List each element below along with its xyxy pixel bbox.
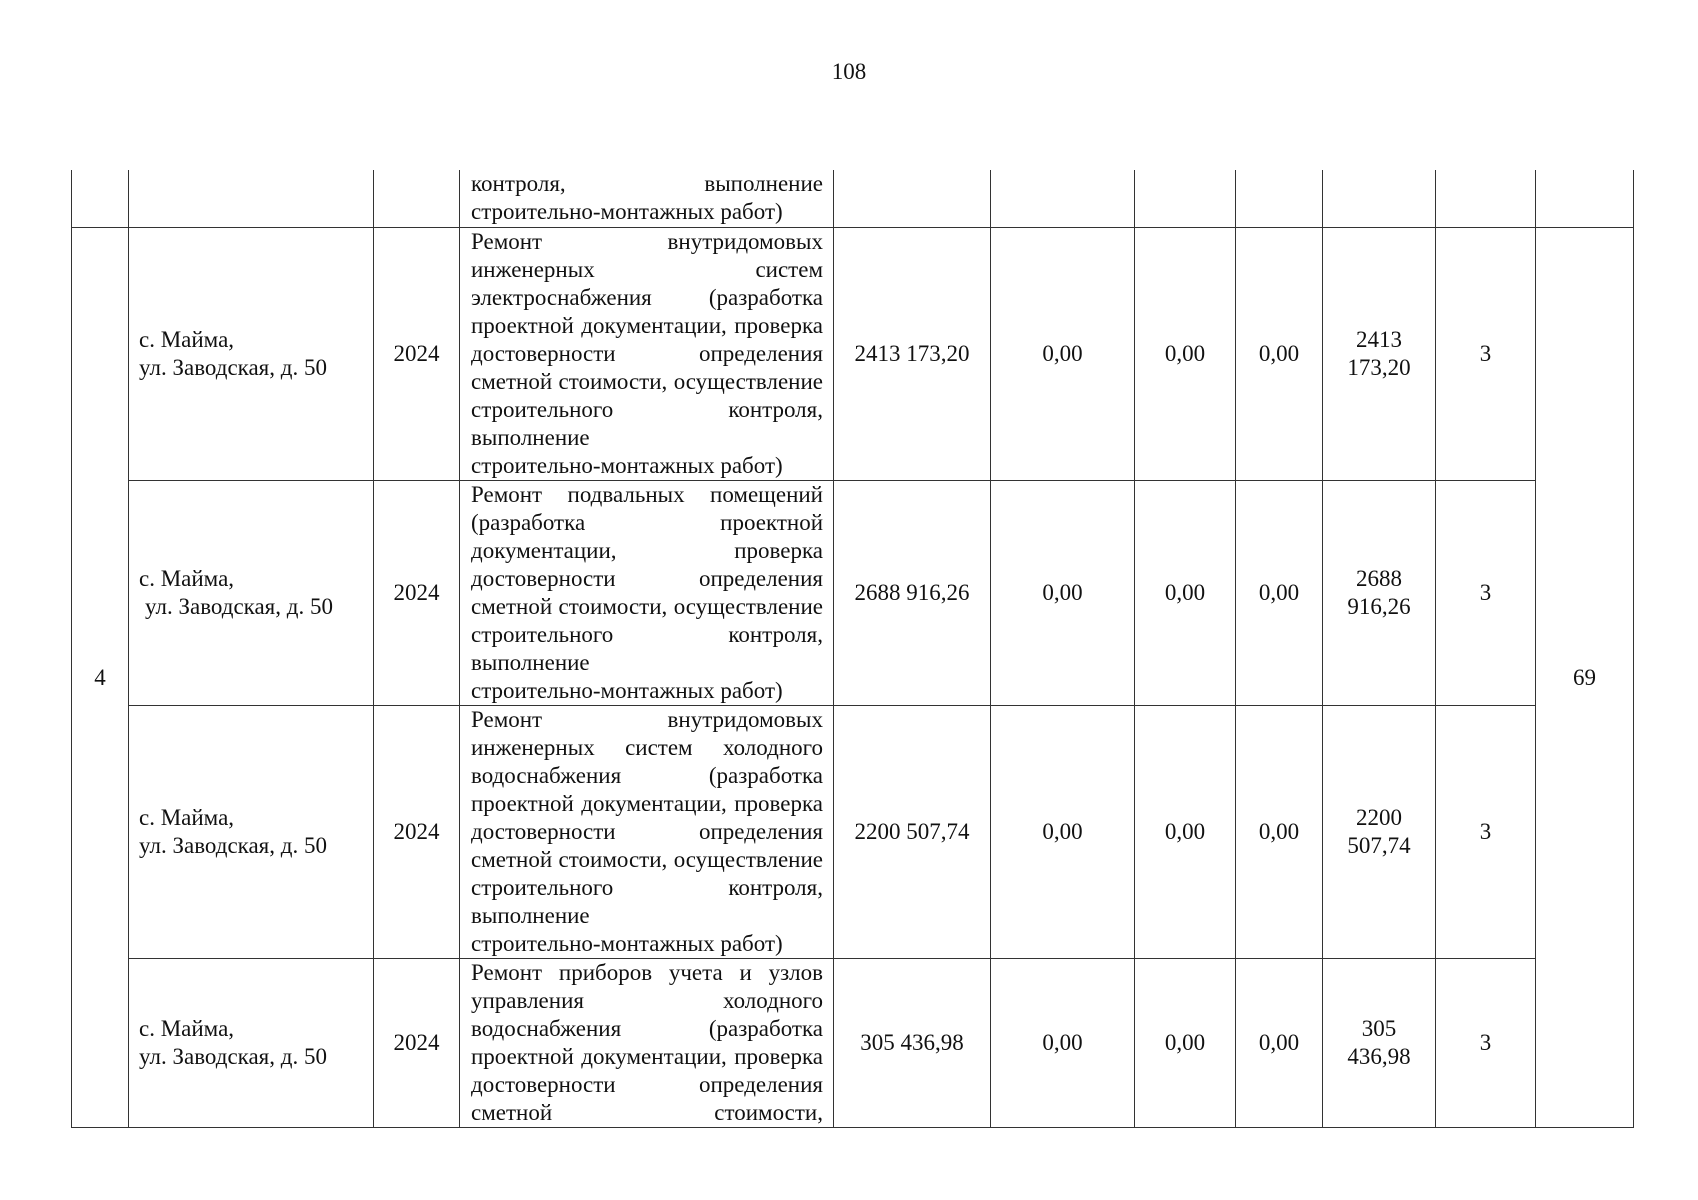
description-body: Ремонт подвальных помещений (разработка проектной документации, проверка достоверности определения сметной стоимости, осуществление строительного контроля, выполнение xyxy=(471,482,823,675)
split-cost-line: 2688 xyxy=(1356,566,1402,591)
address-line: с. Майма, xyxy=(139,566,235,591)
continuation-row xyxy=(72,170,1634,228)
value-cell: 0,00 xyxy=(1236,228,1323,481)
repair-table xyxy=(71,170,1634,1128)
cont-address-cell xyxy=(129,170,374,228)
split-cost-cell xyxy=(1323,228,1436,481)
split-cost-line: 436,98 xyxy=(1347,1044,1411,1069)
cont-number-cell xyxy=(72,170,129,228)
table-row xyxy=(72,228,1634,481)
address-cell xyxy=(129,706,374,959)
value-cell: 0,00 xyxy=(1135,228,1236,481)
year-cell: 2024 xyxy=(374,706,460,959)
address-line: ул. Заводская, д. 50 xyxy=(139,355,327,380)
address-line: с. Майма, xyxy=(139,805,235,830)
cost-cell: 2413 173,20 xyxy=(834,228,991,481)
description-cell xyxy=(460,481,834,706)
cont-v2-cell xyxy=(1135,170,1236,228)
cost-cell: 305 436,98 xyxy=(834,959,991,1128)
address-line: ул. Заводская, д. 50 xyxy=(139,833,327,858)
split-cost-line: 173,20 xyxy=(1347,355,1411,380)
code-cell: 3 xyxy=(1436,481,1536,706)
description-cell xyxy=(460,228,834,481)
description-cell xyxy=(460,959,834,1128)
split-cost-line: 305 xyxy=(1361,1016,1397,1041)
value-cell: 0,00 xyxy=(1135,959,1236,1128)
address-line: с. Майма, xyxy=(139,1016,235,1041)
repair-program-table xyxy=(71,170,1633,1128)
address-line: ул. Заводская, д. 50 xyxy=(145,594,333,619)
group-total-cell: 69 xyxy=(1536,228,1634,1128)
split-cost-line: 507,74 xyxy=(1347,833,1411,858)
value-cell: 0,00 xyxy=(1236,706,1323,959)
value-cell: 0,00 xyxy=(991,481,1135,706)
group-number-cell: 4 xyxy=(72,228,129,1128)
cost-cell: 2688 916,26 xyxy=(834,481,991,706)
cont-cost-cell xyxy=(834,170,991,228)
value-cell: 0,00 xyxy=(991,228,1135,481)
cont-v1-cell xyxy=(991,170,1135,228)
year-cell: 2024 xyxy=(374,481,460,706)
split-cost-cell xyxy=(1323,706,1436,959)
page-number: 108 xyxy=(831,59,867,84)
description-body: Ремонт приборов учета и узлов управления холодного водоснабжения (разработка проектной документации, проверка достоверности определения сметной стоимости, xyxy=(471,960,823,1125)
description-body: Ремонт внутридомовых инженерных систем холодного водоснабжения (разработка проектной документации, проверка достоверности определения сметной стоимости, осуществление строительного контроля, выполнение xyxy=(471,707,823,928)
cont-v3-cell xyxy=(1236,170,1323,228)
split-cost-cell xyxy=(1323,481,1436,706)
description-body: Ремонт внутридомовых инженерных систем электроснабжения (разработка проектной документации, проверка достоверности определения сметной стоимости, осуществление строительного контроля, выполнение xyxy=(471,229,823,450)
address-cell xyxy=(129,481,374,706)
table-row xyxy=(72,959,1634,1128)
cont-description-cell xyxy=(460,170,834,228)
address-cell xyxy=(129,959,374,1128)
split-cost-line: 916,26 xyxy=(1347,594,1411,619)
split-cost-line: 2413 xyxy=(1356,327,1402,352)
year-cell: 2024 xyxy=(374,959,460,1128)
code-cell: 3 xyxy=(1436,959,1536,1128)
value-cell: 0,00 xyxy=(1135,706,1236,959)
cost-cell: 2200 507,74 xyxy=(834,706,991,959)
address-line: с. Майма, xyxy=(139,327,235,352)
code-cell: 3 xyxy=(1436,228,1536,481)
cont-code-cell xyxy=(1436,170,1536,228)
value-cell: 0,00 xyxy=(1236,481,1323,706)
address-line: ул. Заводская, д. 50 xyxy=(139,1044,327,1069)
value-cell: 0,00 xyxy=(991,706,1135,959)
value-cell: 0,00 xyxy=(1135,481,1236,706)
description-last-line: строительно-монтажных работ) xyxy=(471,453,783,478)
cont-desc-line: строительно-монтажных работ) xyxy=(471,199,783,224)
table-row xyxy=(72,706,1634,959)
cont-split-cell xyxy=(1323,170,1436,228)
cont-year-cell xyxy=(374,170,460,228)
code-cell: 3 xyxy=(1436,706,1536,959)
value-cell: 0,00 xyxy=(1236,959,1323,1128)
description-cell xyxy=(460,706,834,959)
table-row xyxy=(72,481,1634,706)
split-cost-line: 2200 xyxy=(1356,805,1402,830)
cont-desc-line: контроля, выполнение xyxy=(471,171,823,196)
split-cost-cell xyxy=(1323,959,1436,1128)
description-last-line: строительно-монтажных работ) xyxy=(471,678,783,703)
cont-total-cell xyxy=(1536,170,1634,228)
description-last-line: строительно-монтажных работ) xyxy=(471,931,783,956)
value-cell: 0,00 xyxy=(991,959,1135,1128)
year-cell: 2024 xyxy=(374,228,460,481)
address-cell xyxy=(129,228,374,481)
